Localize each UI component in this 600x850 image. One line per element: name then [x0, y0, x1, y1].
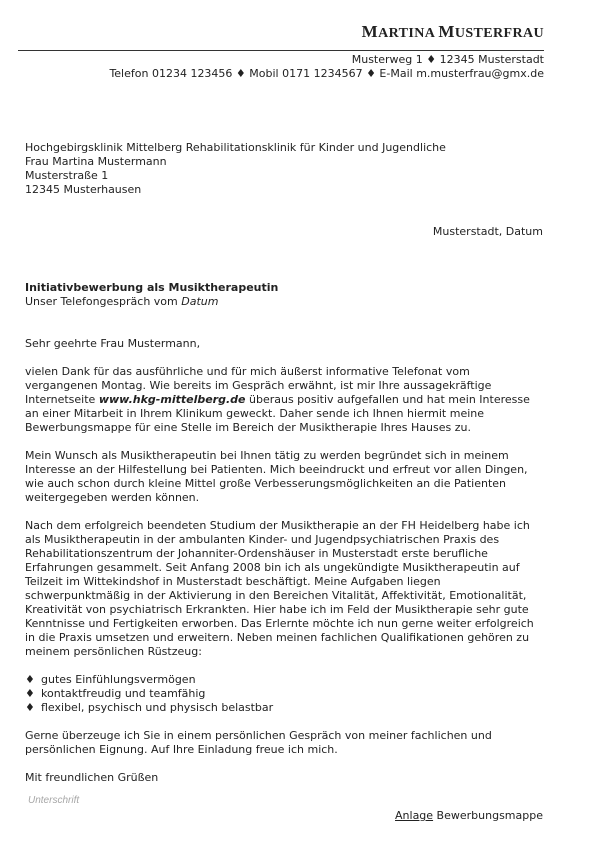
- enclosure-label: Anlage: [395, 809, 434, 822]
- paragraph-experience: Nach dem erfolgreich beendeten Studium der Musiktherapie an der FH Heidelberg habe ich als Musiktherapeutin in der ambulanten Kinder- und Jugendpsychiatrischen Praxis des Rehabilitationszentrum der Johanniter-Ordenshäuser in Musterstadt erste berufliche Erfahrungen gesammelt. Seit Anfang 2008 bin ich als ungekündigte Musiktherapeutin auf Teilzeit im Wittekindshof in Musterstadt beschäftigt. Meine Aufgaben liegen schwerpunktmäßig in der Aktivierung in den Bereichen Vitalität, Affektivität, Emotionalität, Kreativität von psychiatrisch Erkrankten. Hier habe ich im Feld der Musiktherapie sehr gute Kenntnisse und Fertigkeiten erworben. Das Erlernte möchte ich nun gerne weiter erfolgreich in die Praxis umsetzen und erweitern. Neben meinen fachlichen Qualifikationen gehören zu meinem persönlichen Rüstzeug:: [25, 519, 534, 658]
- list-item: ♦ kontaktfreudig und teamfähig: [25, 687, 206, 700]
- salutation: Sehr geehrte Frau Mustermann,: [25, 337, 201, 350]
- sender-contact: [109, 53, 544, 81]
- paragraph-closing: Gerne überzeuge ich Sie in einem persönlichen Gespräch von meiner fachlichen und persönlichen Eignung. Auf Ihre Einladung freue ich mich.: [25, 729, 492, 756]
- subject-reference: Unser Telefongespräch vom Datum: [25, 295, 219, 308]
- recipient-street: Musterstraße 1: [25, 169, 109, 182]
- place-date: Musterstadt, Datum: [432, 225, 543, 238]
- recipient-person: Frau Martina Mustermann: [25, 155, 167, 168]
- qualification-list: [25, 673, 545, 715]
- recipient-organization: Hochgebirgsklinik Mittelberg Rehabilitationsklinik für Kinder und Jugendliche: [25, 141, 446, 154]
- signature-placeholder: Unterschrift: [28, 795, 80, 806]
- list-item: ♦ flexibel, psychisch und physisch belastbar: [25, 701, 274, 714]
- paragraph-intro: vielen Dank für das ausführliche und für mich äußerst informative Telefonat vom vergangenen Montag. Wie bereits im Gespräch erwähnt, ist mir Ihre aussagekräftige Internetseite www.hkg-mittelberg.de überaus positiv aufgefallen und hat mein Interesse an einer Mitarbeit in Ihrem Klinikum geweckt. Daher sende ich Ihnen hiermit meine Bewerbungsmappe für eine Stelle im Bereich der Musiktherapie Ihres Hauses zu.: [25, 365, 530, 434]
- subject-reference-date: Datum: [181, 295, 219, 308]
- website-link[interactable]: www.hkg-mittelberg.de: [98, 393, 246, 406]
- recipient-city: 12345 Musterhausen: [25, 183, 142, 196]
- recipient-address: [25, 141, 446, 197]
- diamond-bullet-icon: ♦: [25, 701, 35, 714]
- subject-title: Initiativbewerbung als Musiktherapeutin: [25, 281, 279, 294]
- paragraph-motivation: Mein Wunsch als Musiktherapeutin bei Ihnen tätig zu werden begründet sich in meinem Interesse an der Hilfestellung bei Patienten. Mich beeindruckt und erfreut vor allen Dingen, wie auch schon durch kleine Mittel große Verbesserungsmöglichkeiten an die Patienten weitergegeben werden können.: [25, 449, 528, 504]
- sender-phone-email: Telefon 01234 123456 ♦ Mobil 0171 1234567 ♦ E-Mail m.musterfrau@gmx.de: [109, 67, 544, 80]
- diamond-bullet-icon: ♦: [25, 687, 35, 700]
- header-divider: [18, 50, 544, 51]
- list-item: ♦ gutes Einfühlungsvermögen: [25, 673, 196, 686]
- enclosure-note: [395, 809, 543, 822]
- diamond-bullet-icon: ♦: [25, 673, 35, 686]
- sender-name: MARTINA MUSTERFRAU: [361, 22, 544, 41]
- sender-address: Musterweg 1 ♦ 12345 Musterstadt: [351, 53, 544, 66]
- subject-block: [25, 281, 278, 309]
- closing-greeting: Mit freundlichen Grüßen: [25, 771, 159, 784]
- enclosure-value: Bewerbungsmappe: [433, 809, 543, 822]
- letter-body: [25, 337, 545, 799]
